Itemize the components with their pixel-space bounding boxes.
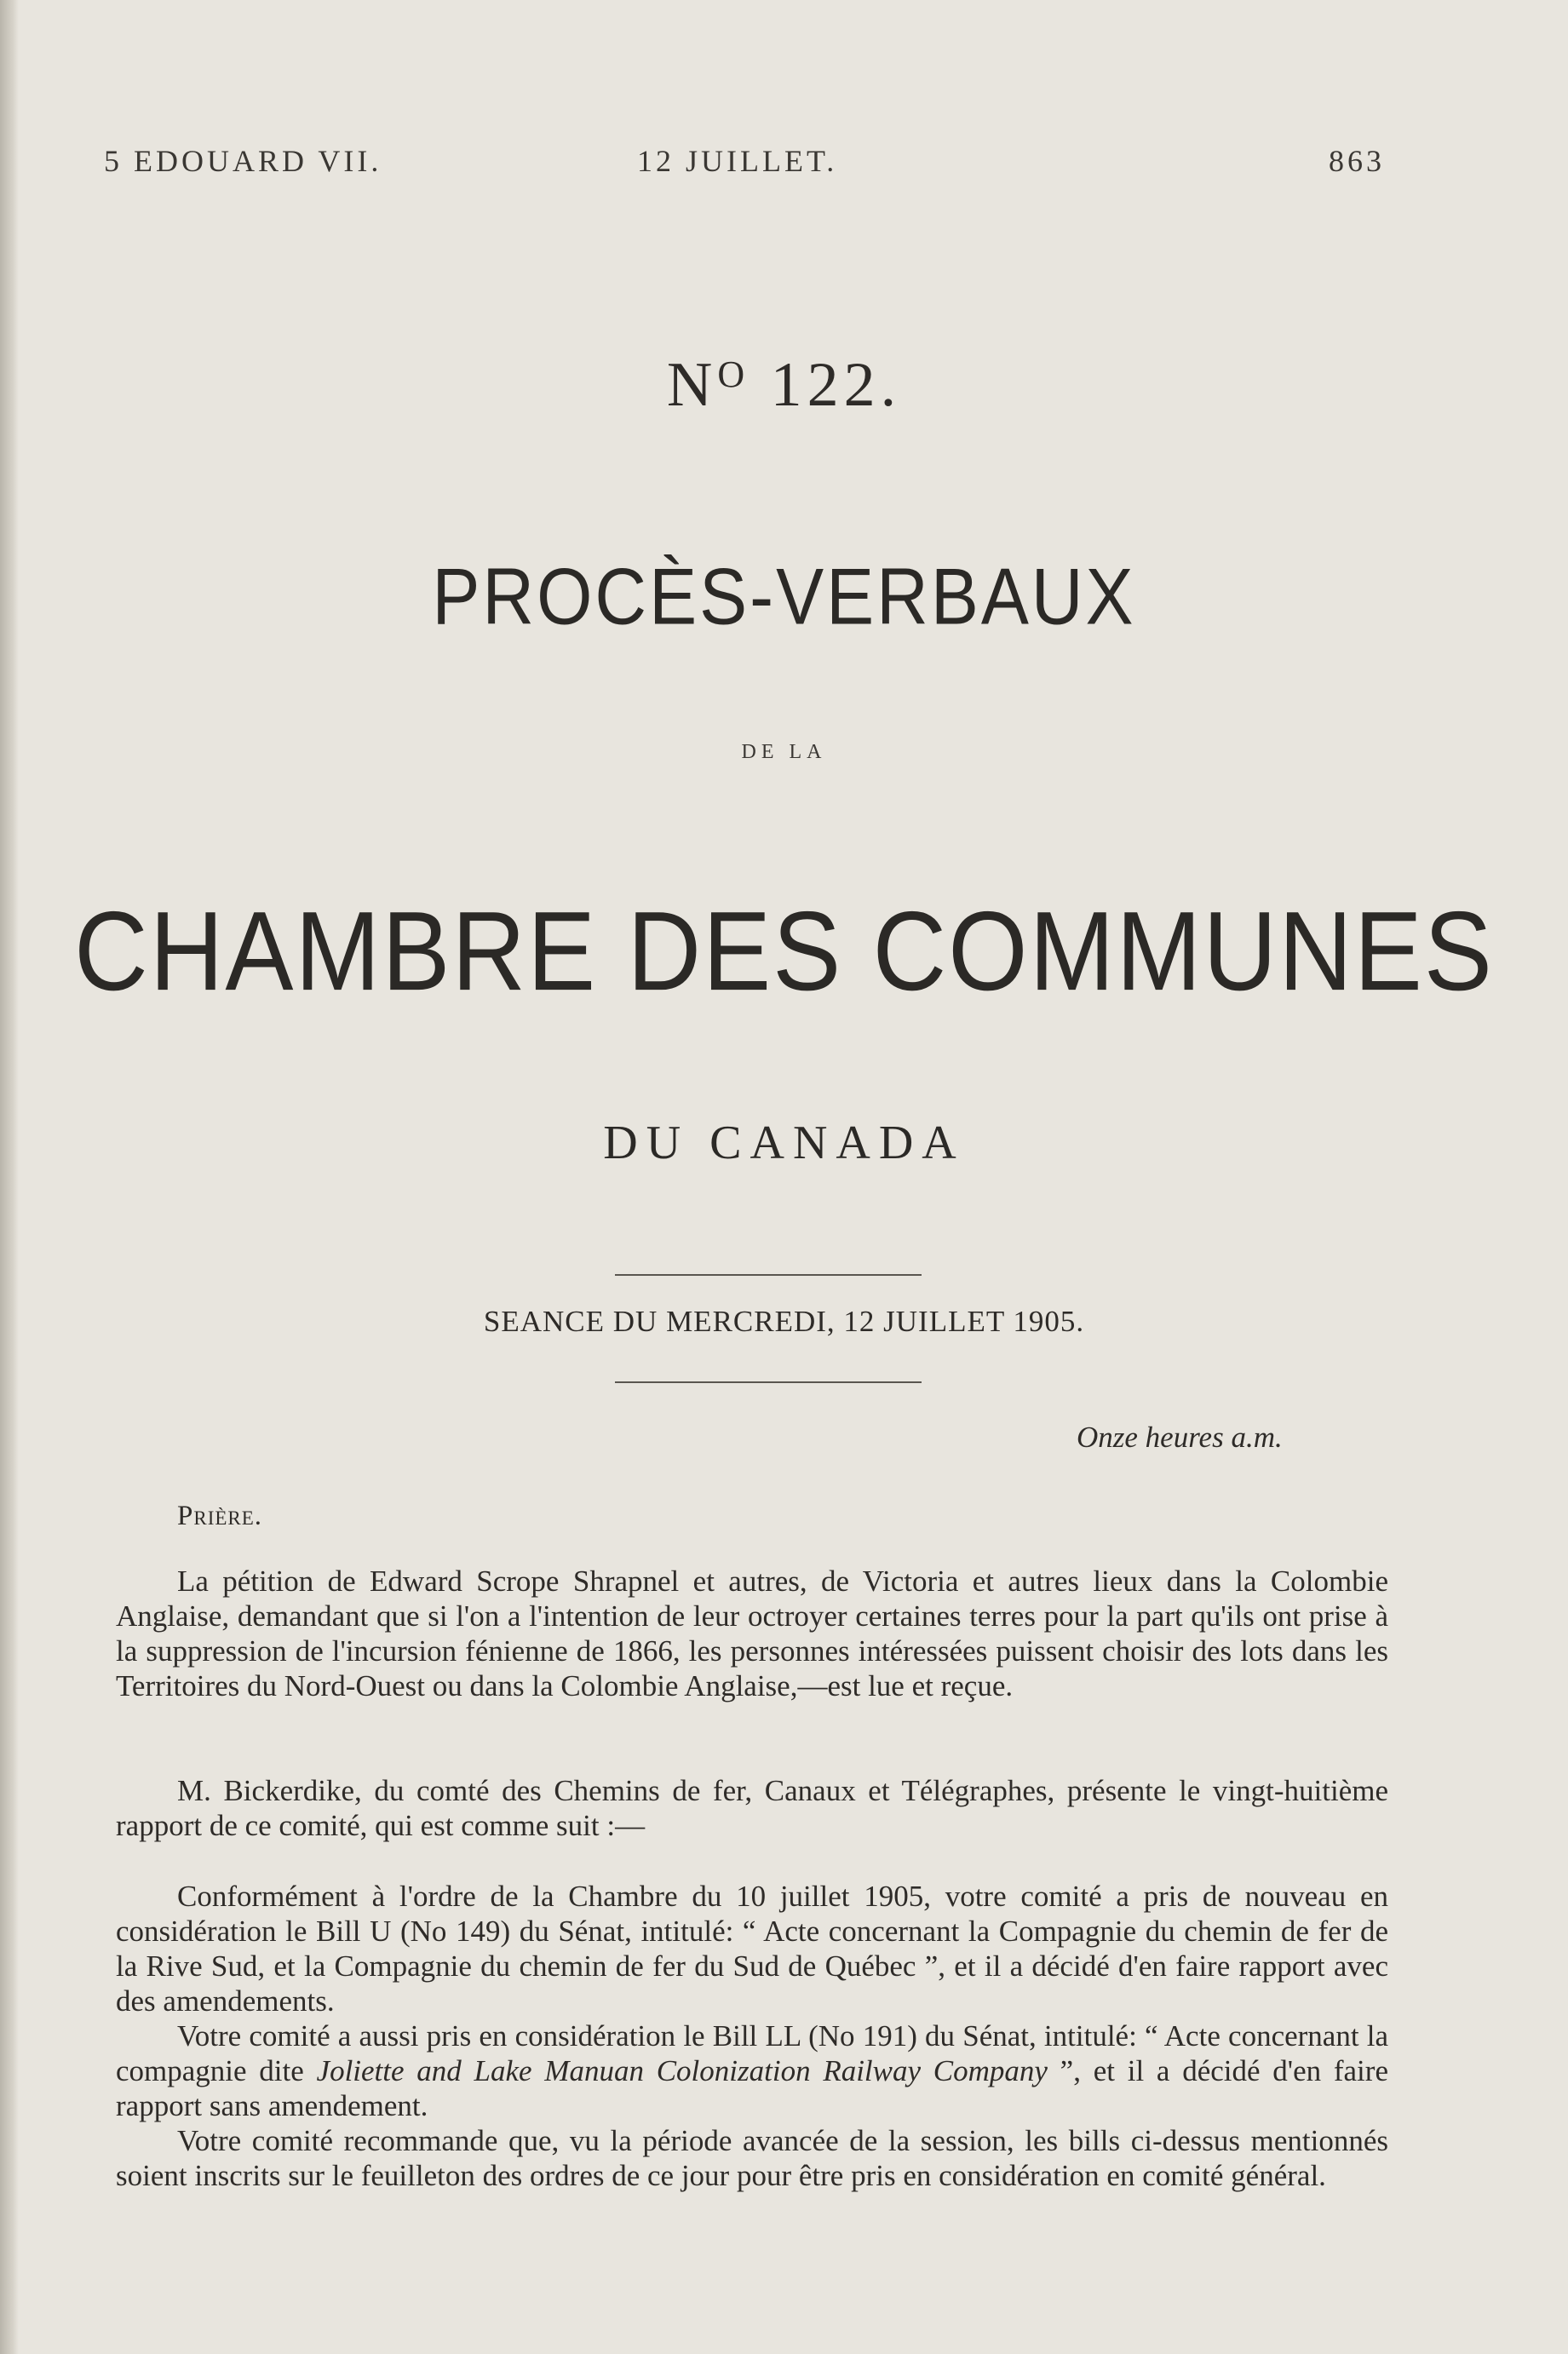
title-du-canada: DU CANADA bbox=[603, 1117, 965, 1169]
paragraph-text: Votre comité a aussi pris en considération le Bill LL (No 191) du Sénat, intitulé: “ Acte concernant la compagnie dite bbox=[116, 2019, 1388, 2087]
issue-number-prefix: N bbox=[666, 350, 718, 420]
priere-heading: Prière. bbox=[177, 1501, 263, 1531]
title-proces-verbaux: PROCÈS-VERBAUX bbox=[432, 551, 1136, 641]
paragraph-text: La pétition de Edward Scrope Shrapnel et autres, de Victoria et autres lieux dans la Colombie Anglaise, demandant que si l'on a l'intention de leur octroyer certaines terres pour la part qu'ils ont prise à la suppression de l'incursion fénienne de 1866, les personnes intéressées puissent choisir des lots dans les Territoires du Nord-Ouest ou dans la Colombie Anglaise,—est lue et reçue. bbox=[116, 1565, 1388, 1702]
paragraph-bill-ll bbox=[116, 2018, 1388, 2123]
company-name: Joliette and Lake Manuan Colonization Railway Company bbox=[316, 2054, 1048, 2087]
header-page-number: 863 bbox=[1329, 144, 1385, 178]
session-time: Onze heures a.m. bbox=[1077, 1421, 1283, 1454]
title-chambre-des-communes: CHAMBRE DES COMMUNES bbox=[74, 888, 1494, 1014]
divider-rule-bottom bbox=[615, 1381, 922, 1383]
paragraph-text: M. Bickerdike, du comté des Chemins de fer, Canaux et Télégraphes, présente le vingt-huitième rapport de ce comité, qui est comme suit :— bbox=[116, 1774, 1388, 1842]
session-heading: SEANCE DU MERCREDI, 12 JUILLET 1905. bbox=[483, 1305, 1085, 1338]
title-de-la: DE LA bbox=[741, 741, 827, 763]
running-header bbox=[0, 143, 1568, 186]
paragraph-petition bbox=[116, 1564, 1388, 1703]
issue-number-sup: O bbox=[717, 353, 750, 395]
paragraph-text: ”, et il a décidé d'en faire rapport sans amendement. bbox=[116, 2054, 1388, 2122]
paragraph-text: Conformément à l'ordre de la Chambre du 10 juillet 1905, votre comité a pris de nouveau en considération le Bill U (No 149) du Sénat, intitulé: “ Acte concernant la Compagnie du chemin de fer de la Rive Sud, et la Compagnie du chemin de fer du Sud de Québec ”, et il a décidé d'en faire rapport avec des amendements. bbox=[116, 1880, 1388, 2018]
paragraph-report-intro bbox=[116, 1773, 1388, 1843]
issue-number bbox=[0, 349, 1568, 422]
divider-rule-top bbox=[615, 1274, 922, 1276]
paragraph-report-body bbox=[116, 1879, 1388, 2193]
header-regnal-year: 5 EDOUARD VII. bbox=[104, 144, 382, 178]
header-date: 12 JUILLET. bbox=[637, 144, 838, 178]
paragraph-text: Votre comité recommande que, vu la période avancée de la session, les bills ci-dessus mentionnés soient inscrits sur le feuilleton des ordres de ce jour pour être pris en considération en comité général. bbox=[116, 2124, 1388, 2192]
issue-number-value: 122. bbox=[770, 350, 902, 420]
